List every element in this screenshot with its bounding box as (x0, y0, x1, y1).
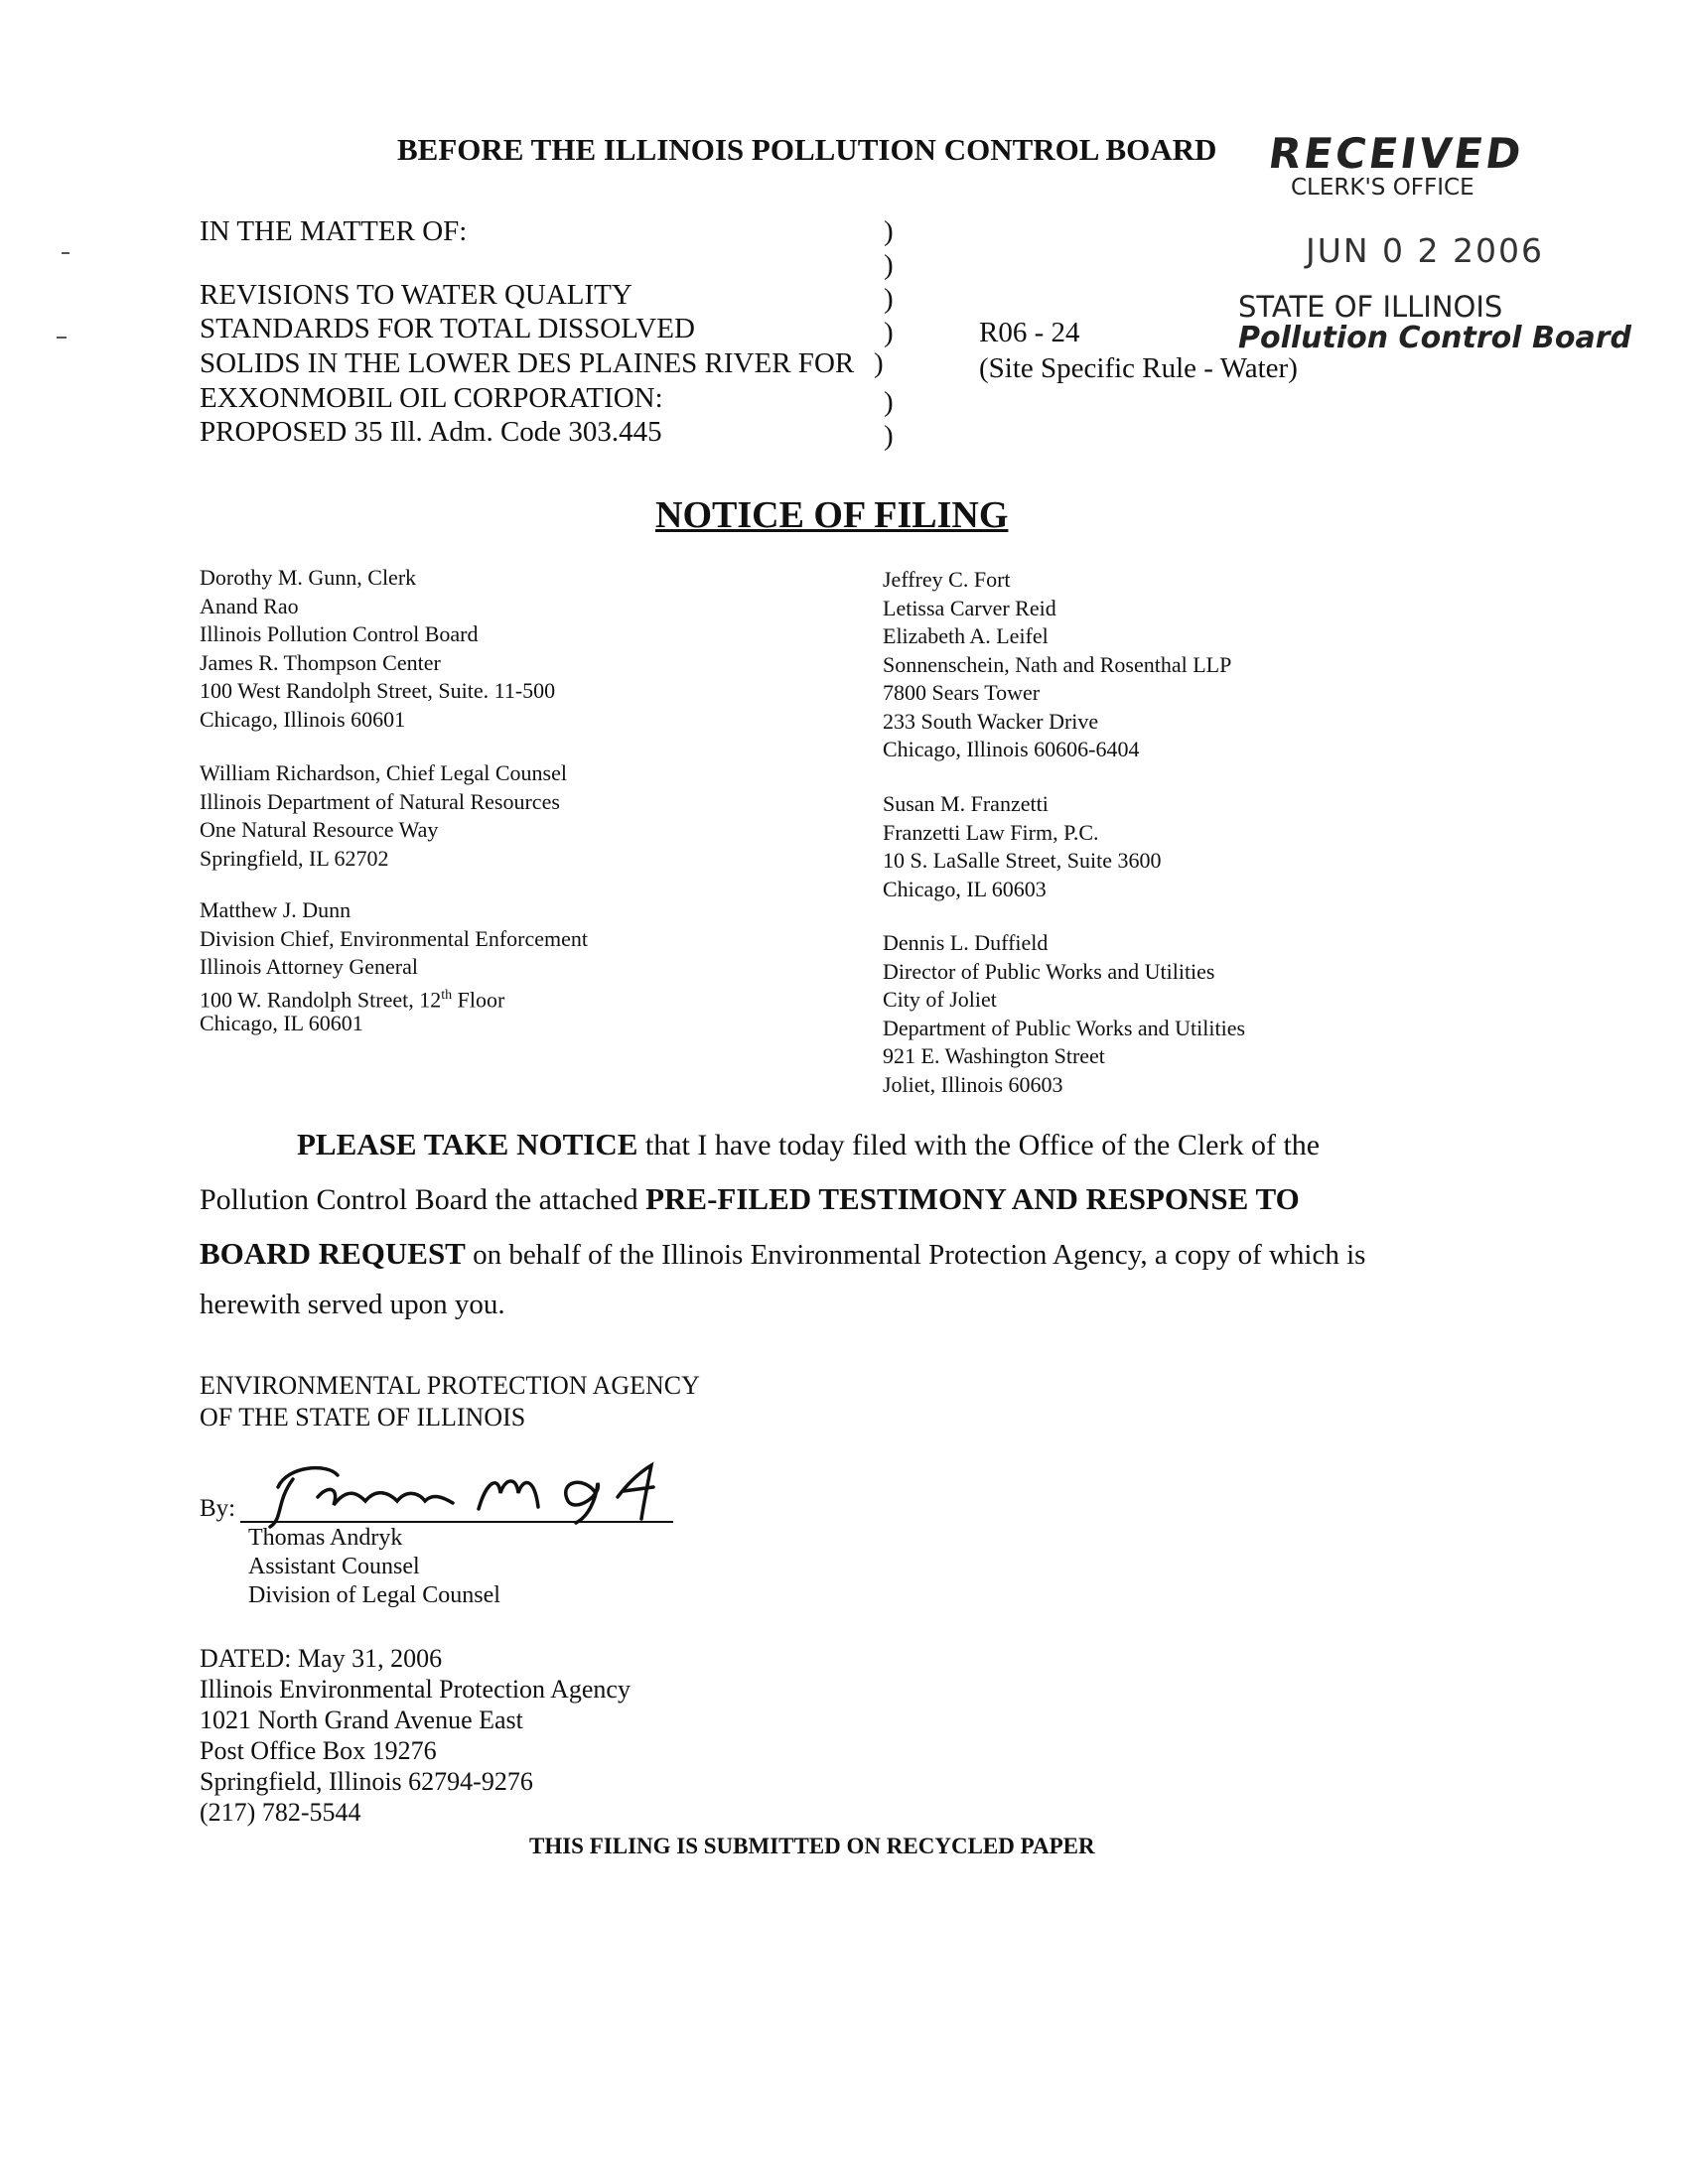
address-line: Director of Public Works and Utilities (883, 958, 1215, 984)
address-line: James R. Thompson Center (200, 649, 441, 675)
dunn-street-floor: Floor (452, 986, 505, 1012)
address-line: 100 West Randolph Street, Suite. 11-500 (200, 678, 556, 703)
caption-bracket: ) (884, 317, 894, 348)
by-label: By: (200, 1495, 236, 1522)
service-list-left (200, 759, 567, 873)
agency-line: OF THE STATE OF ILLINOIS (200, 1403, 526, 1432)
dunn-street-sup: th (441, 987, 453, 1003)
address-line: Matthew J. Dunn (200, 897, 351, 922)
caption-bracket: ) (884, 386, 894, 418)
service-list-left (200, 896, 588, 1038)
dated-line: (217) 782-5544 (200, 1798, 361, 1827)
address-line: Division Chief, Environmental Enforcement (200, 925, 589, 951)
caption-bracket: ) (884, 215, 894, 247)
address-line: Franzetti Law Firm, P.C. (883, 819, 1099, 845)
signer-block (248, 1524, 500, 1610)
body-text: that I have today filed with the Office of the Clerk of the (637, 1129, 1321, 1161)
dated-line: Springfield, Illinois 62794-9276 (200, 1767, 533, 1796)
stamp-state: STATE OF ILLINOIS (1238, 290, 1503, 324)
caption-bracket: ) (884, 249, 894, 281)
address-line: Joliet, Illinois 60603 (883, 1071, 1063, 1097)
address-line: Department of Public Works and Utilities (883, 1015, 1246, 1040)
caption-bracket: ) (874, 347, 884, 379)
address-line: Chicago, Illinois 60601 (200, 706, 406, 732)
signer-division: Division of Legal Counsel (248, 1582, 500, 1608)
address-line: One Natural Resource Way (200, 817, 439, 842)
document-title: BOARD REQUEST (200, 1236, 466, 1271)
please-take-notice: PLEASE TAKE NOTICE (297, 1127, 638, 1161)
dated-line: 1021 North Grand Avenue East (200, 1706, 523, 1734)
dated-line: Post Office Box 19276 (200, 1736, 437, 1765)
address-line (200, 982, 588, 1011)
case-type: (Site Specific Rule - Water) (979, 352, 1298, 384)
caption-line: STANDARDS FOR TOTAL DISSOLVED (200, 313, 695, 344)
signer-title: Assistant Counsel (248, 1554, 420, 1579)
address-line: Illinois Department of Natural Resources (200, 788, 560, 814)
address-line: Illinois Pollution Control Board (200, 621, 479, 646)
address-line: Elizabeth A. Leifel (883, 623, 1049, 648)
scan-mark (62, 252, 70, 254)
scan-mark (57, 337, 67, 339)
dunn-street: 100 W. Randolph Street, 12 (200, 986, 442, 1012)
address-line: Jeffrey C. Fort (883, 567, 1011, 592)
signer-name: Thomas Andryk (248, 1525, 403, 1551)
body-line (297, 1127, 1320, 1162)
address-line: Susan M. Franzetti (883, 791, 1049, 816)
address-line: William Richardson, Chief Legal Counsel (200, 760, 567, 785)
agency-name (200, 1370, 700, 1433)
stamp-board: Pollution Control Board (1238, 321, 1632, 355)
dated-line: DATED: May 31, 2006 (200, 1644, 443, 1673)
caption-bracket: ) (884, 283, 894, 315)
notice-title: NOTICE OF FILING (655, 494, 1009, 536)
body-line (200, 1236, 1365, 1272)
stamp-date: JUN 0 2 2006 (1306, 231, 1545, 270)
service-list-right (883, 566, 1231, 764)
case-number: R06 - 24 (979, 317, 1080, 348)
address-line: Sonnenschein, Nath and Rosenthal LLP (883, 651, 1232, 677)
address-line: 233 South Wacker Drive (883, 708, 1099, 734)
address-line: 10 S. LaSalle Street, Suite 3600 (883, 848, 1162, 873)
document-title: PRE-FILED TESTIMONY AND RESPONSE TO (645, 1181, 1300, 1216)
service-list-right (883, 790, 1161, 903)
stamp-received: RECEIVED (1265, 129, 1527, 178)
address-line: Dorothy M. Gunn, Clerk (200, 565, 417, 590)
body-text: Pollution Control Board the attached (200, 1183, 646, 1216)
service-list-right (883, 929, 1245, 1099)
recycled-paper-note: THIS FILING IS SUBMITTED ON RECYCLED PAPER (529, 1834, 1095, 1858)
dated-line: Illinois Environmental Protection Agency (200, 1675, 631, 1704)
body-text: herewith served upon you. (200, 1289, 505, 1320)
address-line: 921 E. Washington Street (883, 1043, 1105, 1068)
caption-line: EXXONMOBIL OIL CORPORATION: (200, 382, 663, 414)
body-text: on behalf of the Illinois Environmental Protection Agency, a copy of which is (465, 1239, 1366, 1271)
caption-bracket: ) (884, 420, 894, 452)
address-line: Chicago, IL 60603 (883, 876, 1047, 901)
dated-block (200, 1643, 631, 1828)
address-line: Anand Rao (200, 593, 299, 618)
address-line: Springfield, IL 62702 (200, 845, 389, 871)
caption-line: SOLIDS IN THE LOWER DES PLAINES RIVER FOR (200, 347, 855, 379)
service-list-left (200, 564, 555, 734)
agency-line: ENVIRONMENTAL PROTECTION AGENCY (200, 1371, 700, 1400)
caption-line: PROPOSED 35 Ill. Adm. Code 303.445 (200, 416, 662, 448)
body-line (200, 1289, 505, 1321)
body-line (200, 1181, 1300, 1217)
address-line: Illinois Attorney General (200, 954, 418, 979)
caption-line: REVISIONS TO WATER QUALITY (200, 279, 632, 311)
board-title: BEFORE THE ILLINOIS POLLUTION CONTROL BOARD (397, 132, 1217, 167)
address-line: Letissa Carver Reid (883, 595, 1056, 620)
address-line: 7800 Sears Tower (883, 680, 1041, 705)
address-line: Chicago, Illinois 60606-6404 (883, 737, 1140, 761)
address-line: Dennis L. Duffield (883, 930, 1049, 955)
stamp-office: CLERK'S OFFICE (1291, 175, 1474, 201)
address-line: City of Joliet (883, 987, 997, 1012)
address-line: Chicago, IL 60601 (200, 1011, 363, 1035)
caption-line: IN THE MATTER OF: (200, 215, 468, 247)
